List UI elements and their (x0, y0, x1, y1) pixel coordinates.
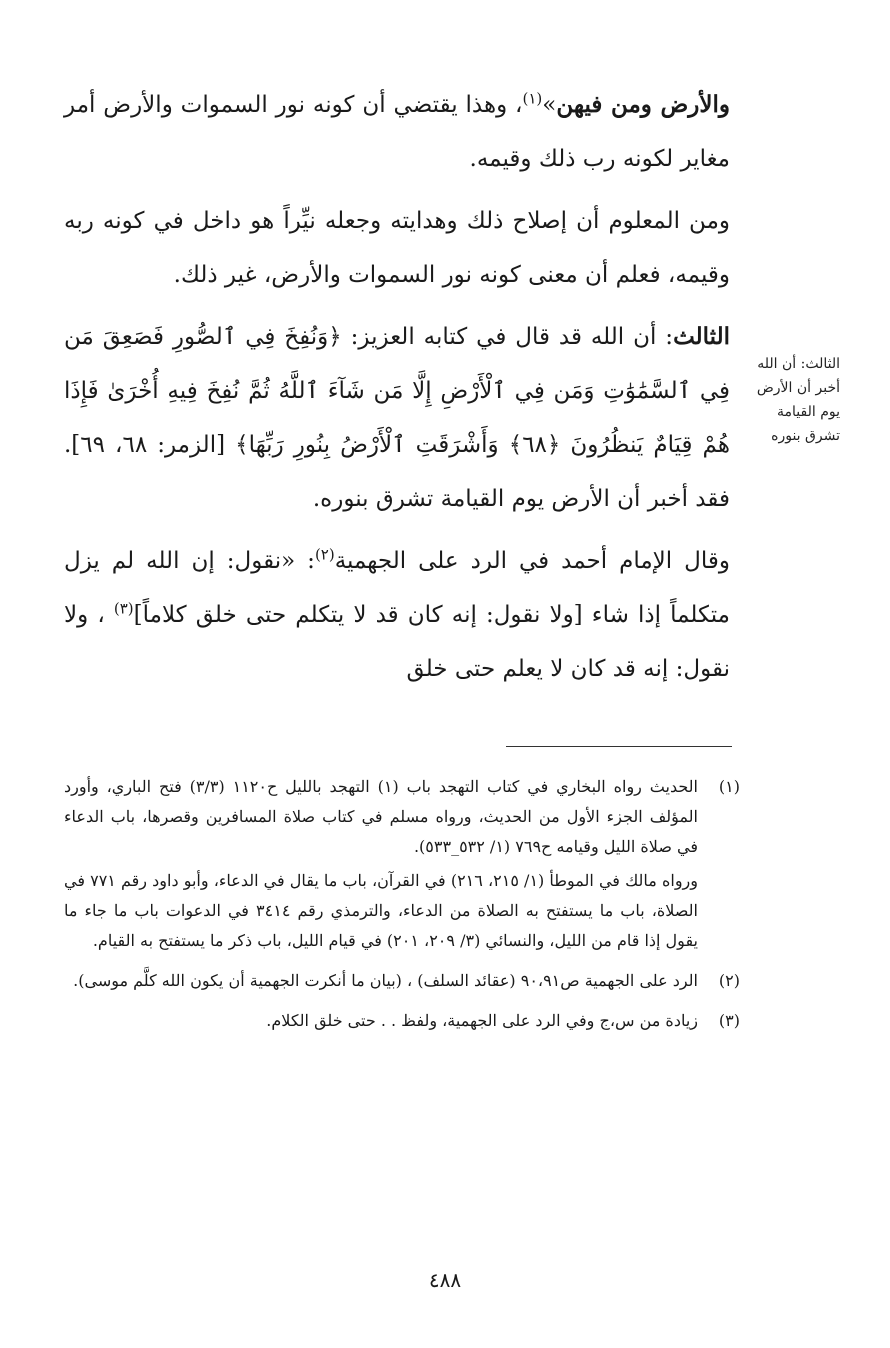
footnote-1 (64, 772, 740, 960)
page-number: ٤٨٨ (428, 1268, 462, 1292)
footnote-2 (64, 966, 740, 1000)
footnote-ref-2[interactable]: (٢) (314, 545, 335, 564)
quran-verse: ﴿وَنُفِخَ فِي ٱلصُّورِ فَصَعِقَ مَن فِي ٱلسَّمَٰوَٰتِ وَمَن فِي ٱلْأَرْضِ إِلَّا مَن شَآءَ ٱللَّهُ ثُمَّ نُفِخَ فِيهِ أُخْرَىٰ فَإِذَا هُمْ قِيَامٌ يَنظُرُونَ ﴿٦٨﴾ وَأَشْرَقَتِ ٱلْأَرْضُ بِنُورِ رَبِّهَا﴾ (64, 324, 730, 458)
paragraph-2: ومن المعلوم أن إصلاح ذلك وهدايته وجعله نيِّراً هو داخل في كونه ربه وقيمه، فعلم أن معنى كونه نور السموات والأرض، غير ذلك. (64, 208, 730, 288)
third-point-conclusion: فقد أخبر أن الأرض يوم القيامة تشرق بنوره. (312, 486, 730, 512)
footnote-paragraph: ورواه مالك في الموطأ (١/ ٢١٥، ٢١٦) في القرآن، باب ما يقال في الدعاء، وأبو داود رقم ٧٧١ في الصلاة، باب ما يستفتح به الصلاة من الدعاء، والترمذي رقم ٣٤١٤ في الدعوات باب ما جاء ما يقول إذا قام من الليل، والنسائي (٣/ ٢٠٩، ٢٠١) في قيام الليل، باب ذكر ما يستفتح به القيام. (64, 871, 699, 950)
footnote-number: (١) (718, 777, 740, 796)
verse-citation: [الزمر: ٦٨، ٦٩]. (64, 432, 236, 458)
footnote-body (64, 772, 698, 960)
footnotes (64, 772, 740, 1046)
paragraph-4 (64, 534, 730, 696)
third-point-label: الثالث (673, 323, 731, 350)
footnote-body (64, 966, 698, 1000)
footnote-number: (٣) (718, 1011, 740, 1030)
quote-end-bold: والأرض ومن فيهن (556, 91, 730, 118)
paragraph-1-text: ، وهذا يقتضي أن كونه نور السموات والأرض أمر مغاير لكونه رب ذلك وقيمه. (64, 92, 730, 172)
footnote-ref-3[interactable]: (٣) (113, 599, 134, 618)
footnote-paragraph: الرد على الجهمية ص٩٠،٩١ (عقائد السلف) ، (بيان ما أنكرت الجهمية أن يكون الله كلَّم موسى). (73, 971, 698, 990)
paragraph-4-end: ، ولا نقول: إنه قد كان لا يعلم حتى خلق (64, 602, 730, 682)
main-text (64, 78, 730, 704)
footnote-3 (64, 1006, 740, 1040)
footnote-separator (506, 746, 732, 747)
margin-note: الثالث: أن الله أخبر أن الأرض يوم القيامة تشرق بنوره (756, 356, 840, 444)
footnote-paragraph: الحديث رواه البخاري في كتاب التهجد باب (١) التهجد بالليل ح١١٢٠ (٣/٣) فتح الباري، وأورد المؤلف الجزء الأول من الحديث، ورواه مسلم في كتاب صلاة المسافرين وقصرها، باب الدعاء في صلاة الليل وقيامه ح٧٦٩ (١/ ٥٣٢_٥٣٣). (64, 777, 698, 856)
paragraph-4-quote: : «نقول: إن الله لم يزل متكلماً إذا شاء [ولا نقول: إنه كان قد لا يتكلم حتى خلق كلاماً] (64, 548, 730, 628)
footnote-number: (٢) (718, 971, 740, 990)
footnote-ref-1[interactable]: (١) (522, 89, 543, 108)
quote-close: » (542, 92, 557, 118)
footnote-paragraph: زيادة من س،ج وفي الرد على الجهمية، ولفظ . . حتى خلق الكلام. (266, 1011, 698, 1030)
paragraph-3 (64, 310, 730, 526)
footnote-body (64, 1006, 698, 1040)
paragraph-4-start: وقال الإمام أحمد في الرد على الجهمية (334, 548, 730, 574)
third-point-intro: : أن الله قد قال في كتابه العزيز: (341, 324, 674, 350)
paragraph-1 (64, 78, 730, 186)
